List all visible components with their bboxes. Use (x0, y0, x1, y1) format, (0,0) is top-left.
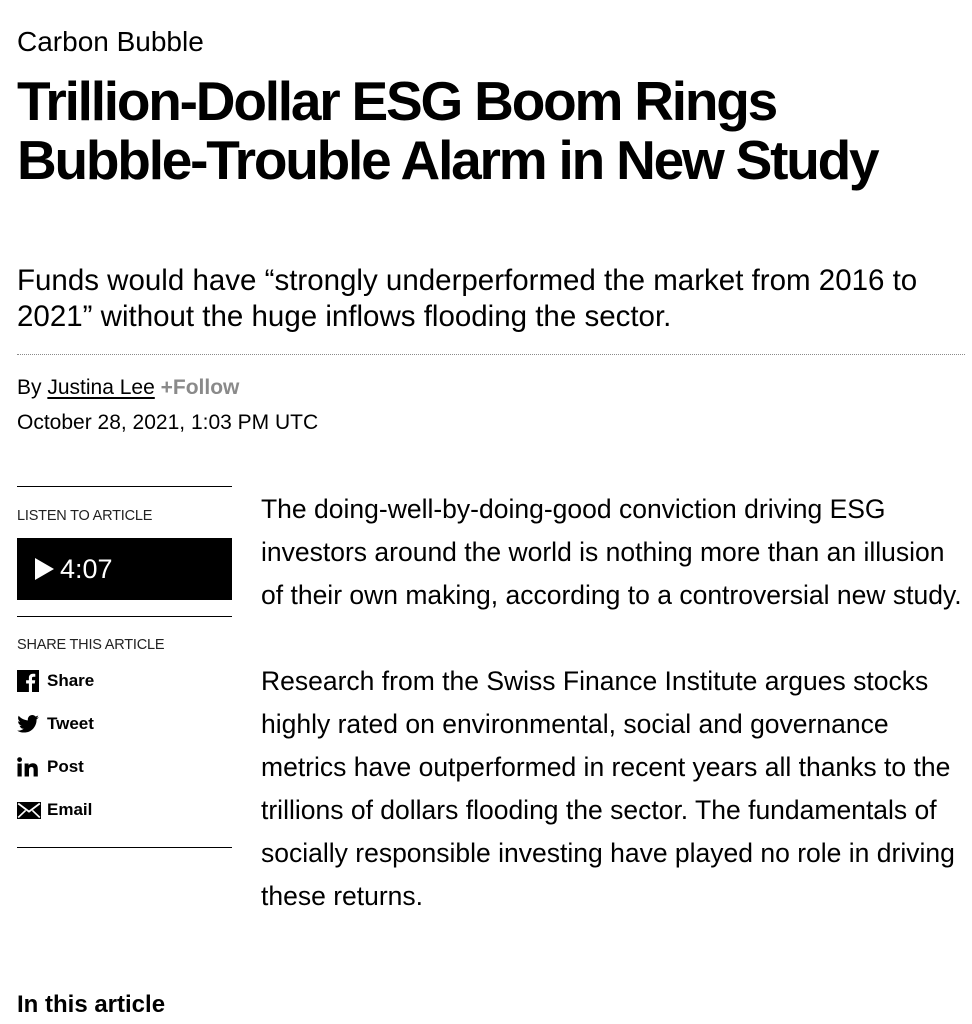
twitter-icon (17, 712, 41, 736)
article-body (261, 488, 966, 961)
byline-prefix: By (17, 376, 42, 399)
follow-button[interactable]: +Follow (160, 376, 240, 399)
audio-duration: 4:07 (60, 554, 113, 584)
linkedin-icon (17, 755, 41, 779)
header-divider (17, 354, 965, 355)
share-label: SHARE THIS ARTICLE (17, 637, 165, 653)
facebook-icon (17, 669, 41, 693)
publish-date: October 28, 2021, 1:03 PM UTC (17, 411, 319, 434)
sidebar-share-divider (17, 616, 232, 617)
share-email-button[interactable] (17, 797, 92, 823)
email-icon (17, 798, 41, 822)
share-linkedin-label: Post (47, 757, 84, 776)
article-paragraph: The doing-well-by-doing-good conviction driving ESG investors around the world is nothing more than an illusion of their own making, according to a controversial new study. (261, 494, 962, 610)
author-link[interactable]: Justina Lee (47, 376, 155, 399)
share-twitter-label: Tweet (47, 714, 94, 733)
share-twitter-button[interactable] (17, 711, 94, 737)
in-this-article-heading: In this article (17, 991, 166, 1018)
article-kicker[interactable]: Carbon Bubble (17, 26, 204, 57)
share-facebook-label: Share (47, 671, 95, 690)
listen-label: LISTEN TO ARTICLE (17, 508, 153, 524)
byline (17, 374, 239, 402)
play-icon (35, 558, 54, 580)
share-email-label: Email (47, 800, 93, 819)
sidebar-bottom-divider (17, 847, 232, 848)
article-headline: Trillion-Dollar ESG Boom Rings Bubble-Trouble Alarm in New Study (17, 70, 878, 191)
share-linkedin-button[interactable] (17, 754, 84, 780)
listen-play-button[interactable] (17, 538, 232, 600)
article-dek: Funds would have “strongly underperformed the market from 2016 to 2021” without the huge inflows flooding the sector. (17, 264, 918, 333)
article-paragraph: Research from the Swiss Finance Institute argues stocks highly rated on environmental, social and governance metrics have outperformed in recent years all thanks to the trillions of dollars flooding the sector. The fundamentals of socially responsible investing have played no role in driving these returns. (261, 666, 955, 911)
sidebar-top-divider (17, 486, 232, 487)
share-facebook-button[interactable] (17, 668, 94, 694)
